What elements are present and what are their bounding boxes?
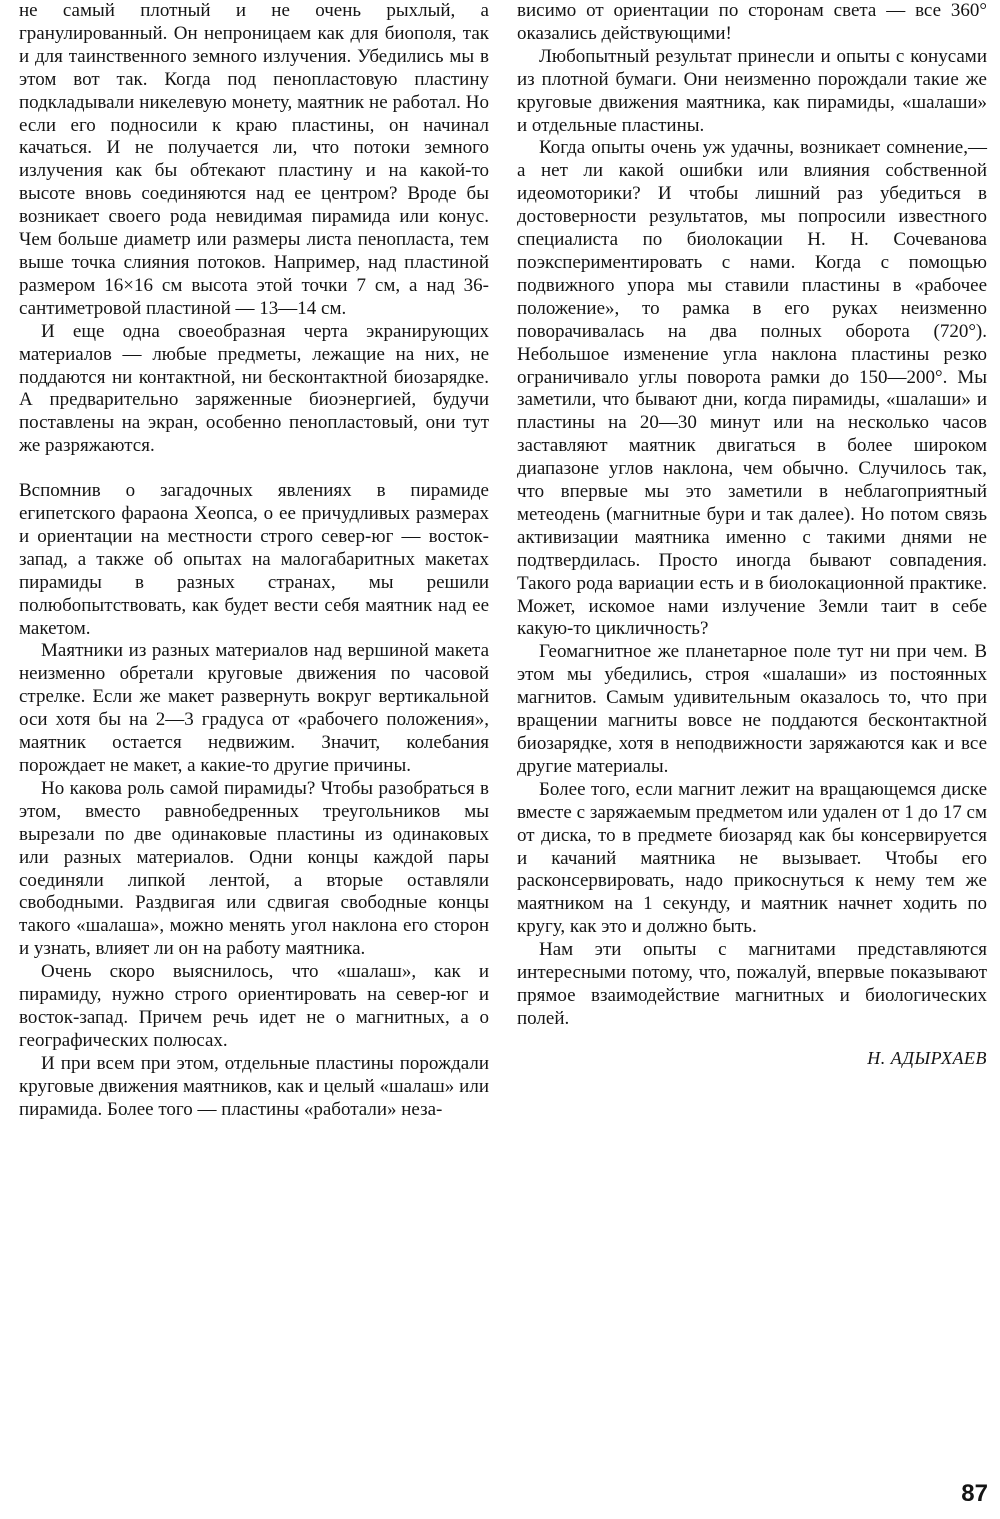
paragraph: не самый плотный и не очень рыхлый, а гранулированный. Он непроницаем как для биополя, так и для таинственного земного излучения. Убедились мы в этом вот так. Когда под пенопластовую пластину подкладывали никелевую монету, маятник не работал. Но если его подносили к краю пластины, он начинал качаться. И не получается ли, что потоки земного излучения как бы обтекают пластину и на какой-то высоте вновь соединяются над ее центром? Вроде бы возникает своего рода невидимая пирамида или конус. Чем больше диаметр или размеры листа пенопласта, тем выше точка слияния потоков. Например, над пластиной размером 16×16 см высота этой точки 7 см, а над 36-сантиметровой пластиной — 13—14 см. xyxy=(19,0,489,319)
paragraph: Любопытный результат принесли и опыты с конусами из плотной бумаги. Они неизменно порождали такие же круговые движения маятника, как пирамиды, «шалаши» и отдельные пластины. xyxy=(517,45,987,136)
paragraph: Очень скоро выяснилось, что «шалаш», как и пирамиду, нужно строго ориентировать на север-юг и восток-запад. Причем речь идет не о магнитных, а о географических полюсах. xyxy=(19,961,489,1051)
paragraph: И еще одна своеобразная черта экранирующих материалов — любые предметы, лежащие на них, не поддаются ни контактной, ни бесконтактной биозарядке. А предварительно заряженные биоэнергией, будучи поставлены на экран, особенно пенопластовый, они тут же разряжаются. xyxy=(19,320,489,457)
paragraph: Более того, если магнит лежит на вращающемся диске вместе с заряжаемым предметом или удален от 1 до 17 см от диска, то в предмете биозаряд как бы консервируется и качаний маятника не вызывает. Чтобы его расконсервировать, надо прикоснуться к нему тем же маятником на 1 секунду, и маятник начнет ходить по кругу, как это и должно быть. xyxy=(517,778,987,938)
paragraph: Когда опыты очень уж удачны, возникает сомнение,— а нет ли какой ошибки или влияния собственной идеомоторики? И чтобы лишний раз убедиться в достоверности результатов, мы попросили известного специалиста по биолокации Н. Н. Сочеванова поэкспериментировать с нами. Когда с помощью подвижного упора мы ставили пластины в «рабочее положение», то рамка в его руках неизменно поворачивалась на два полных оборота (720°). Небольшое изменение угла наклона пластины резко ограничивало углы поворота рамки до 150—200°. Мы заметили, что бывают дни, когда пирамиды, «шалаши» и пластины на 20—30 минут или на несколько часов заставляют маятник двигаться в более широком диапазоне углов наклона, чем обычно. Случилось так, что впервые мы это заметили в неблагоприятный метеодень (магнитные бури и так далее). Но потом связь активизации маятника именно с такими днями не подтвердилась. Просто иногда бывают совпадения. Такого рода вариации есть и в биолокационной практике. Может, искомое нами излучение Земли таит в себе какую-то цикличность? xyxy=(517,137,987,640)
right-column xyxy=(517,0,987,1070)
paragraph: Нам эти опыты с магнитами представляются интересными потому, что, пожалуй, впервые показывают прямое взаимодействие магнитных и биологических полей. xyxy=(517,939,987,1029)
paragraph: Вспомнив о загадочных явлениях в пирамиде египетского фараона Хеопса, о ее причудливых размерах и ориентации на местности строго север-юг — восток-запад, а также об опытах на малогабаритных макетах пирамиды в разных странах, мы решили полюбопытствовать, как будет вести себя маятник над ее макетом. xyxy=(19,480,489,639)
left-column xyxy=(19,0,489,1122)
author-signature: Н. АДЫРХАЕВ xyxy=(867,1047,987,1068)
paragraph: Геомагнитное же планетарное поле тут ни при чем. В этом мы убедились, строя «шалаши» из постоянных магнитов. Самым удивительным оказалось то, что при вращении магниты вовсе не поддаются бесконтактной биозарядке, хотя в неподвижности заряжаются как и все другие материалы. xyxy=(517,641,987,777)
paragraph: Маятники из разных материалов над вершиной макета неизменно обретали круговые движения по часовой стрелке. Если же макет развернуть вокруг вертикальной оси хотя бы на 2—3 градуса от «рабочего положения», маятник остается недвижим. Значит, колебания порождает не макет, а какие-то другие причины. xyxy=(19,640,489,776)
paragraph: И при всем при этом, отдельные пластины порождали круговые движения маятников, как и целый «шалаш» или пирамида. Более того — пластины «работали» неза- xyxy=(19,1052,489,1120)
paragraph: висимо от ориентации по сторонам света — все 360° оказались действующими! xyxy=(517,0,987,44)
page-number: 87 xyxy=(961,1480,988,1507)
paragraph: Но какова роль самой пирамиды? Чтобы разобраться в этом, вместо равнобедренных треугольников мы вырезали по две одинаковые пластины из одинаковых или разных материалов. Одни концы каждой пары соединяли липкой лентой, а вторые оставляли свободными. Раздвигая или сдвигая свободные концы такого «шалаша», можно менять угол наклона его сторон и узнать, влияет ли он на работу маятника. xyxy=(19,777,489,960)
